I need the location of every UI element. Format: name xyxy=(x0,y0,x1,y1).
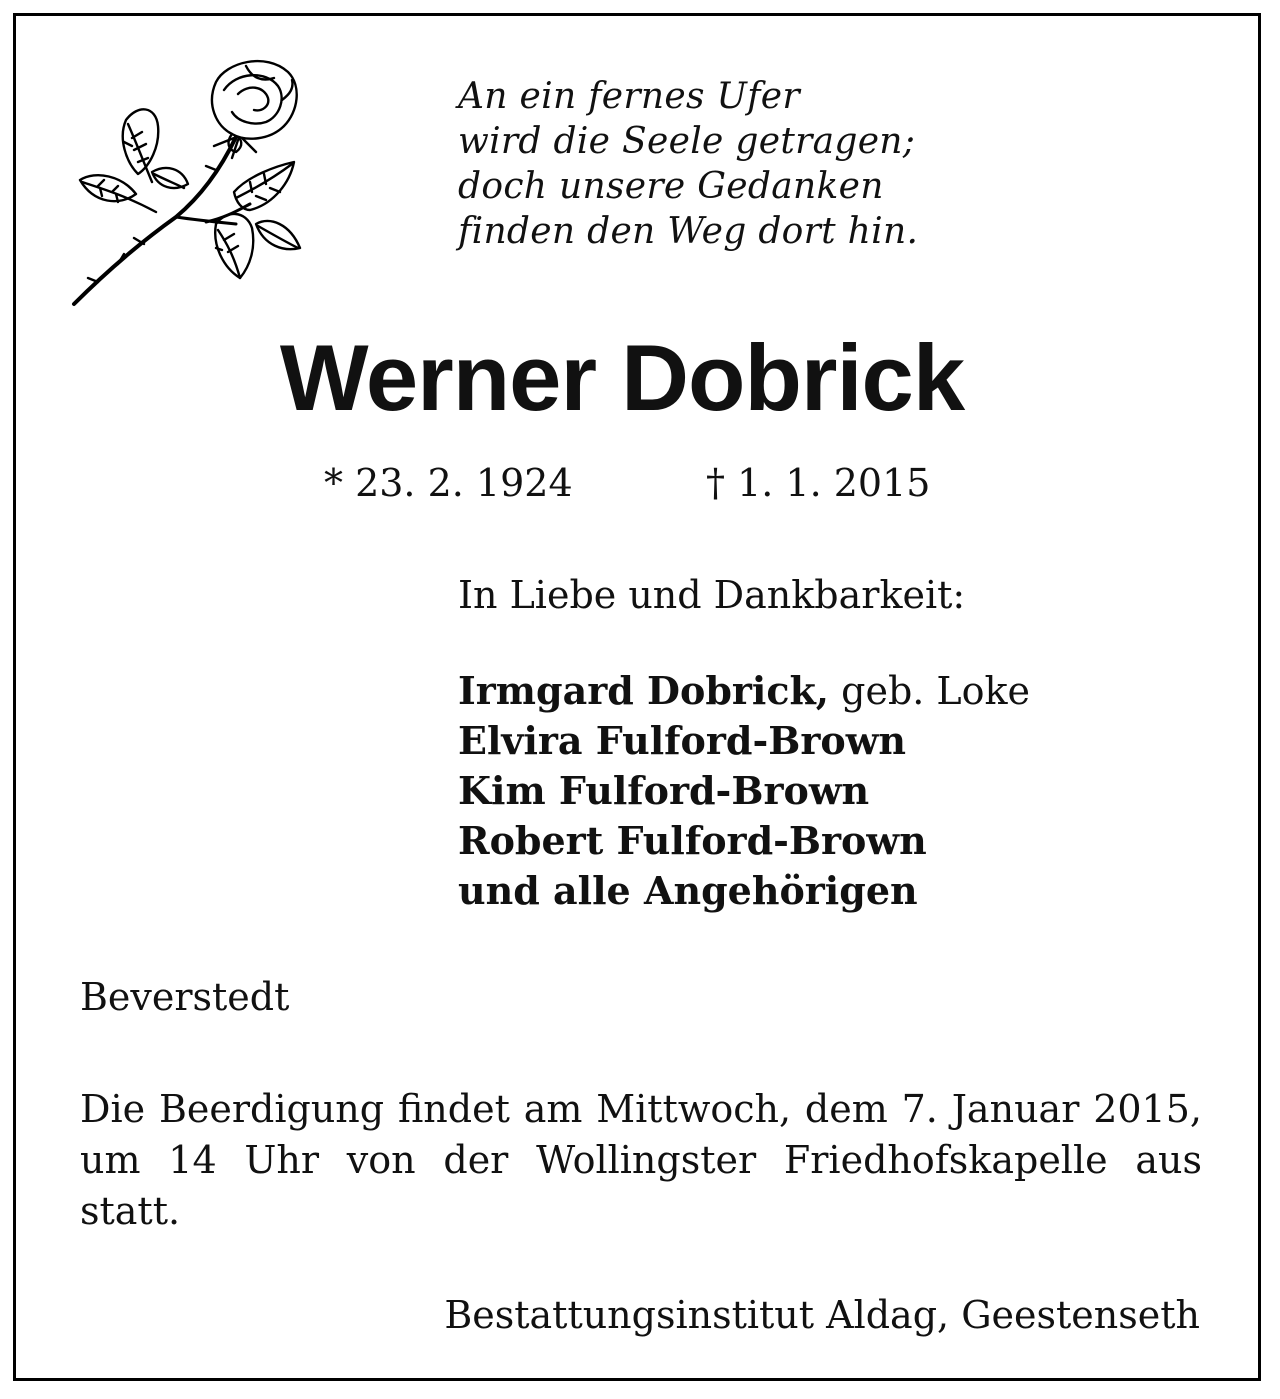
poem xyxy=(458,74,918,254)
poem-line: doch unsere Gedanken xyxy=(458,166,884,207)
life-dates xyxy=(324,460,1024,506)
poem-line: wird die Seele getragen; xyxy=(458,121,916,162)
mourner-line xyxy=(458,666,1030,716)
mourner-name: Robert Fulford-Brown xyxy=(458,818,927,863)
mourner-line xyxy=(458,866,1030,916)
mourner-line xyxy=(458,816,1030,866)
poem-line: An ein fernes Ufer xyxy=(458,76,800,117)
funeral-notice: Die Beerdigung findet am Mittwoch, dem 7. Januar 2015, um 14 Uhr von der Wollingster Friedhofskapelle aus statt. xyxy=(80,1087,1202,1233)
rose-icon xyxy=(66,42,306,312)
deceased-name: Werner Dobrick xyxy=(279,325,965,430)
poem-line: finden den Weg dort hin. xyxy=(458,211,919,252)
obituary-frame xyxy=(13,13,1261,1381)
thanks-line: In Liebe und Dankbarkeit: xyxy=(458,573,966,617)
death-date: † 1. 1. 2015 xyxy=(706,461,931,505)
mourner-name: Irmgard Dobrick, xyxy=(458,668,830,713)
place-name: Beverstedt xyxy=(80,975,290,1019)
undertaker-name: Bestattungsinstitut Aldag, Geestenseth xyxy=(444,1293,1200,1337)
mourner-name: und alle Angehörigen xyxy=(458,868,918,913)
mourner-name: Kim Fulford-Brown xyxy=(458,768,870,813)
mourner-name: Elvira Fulford-Brown xyxy=(458,718,907,763)
mourner-line xyxy=(458,716,1030,766)
mourner-suffix: geb. Loke xyxy=(829,669,1031,713)
mourner-line xyxy=(458,766,1030,816)
birth-date: * 23. 2. 1924 xyxy=(324,461,573,505)
mourners-list xyxy=(458,666,1030,916)
